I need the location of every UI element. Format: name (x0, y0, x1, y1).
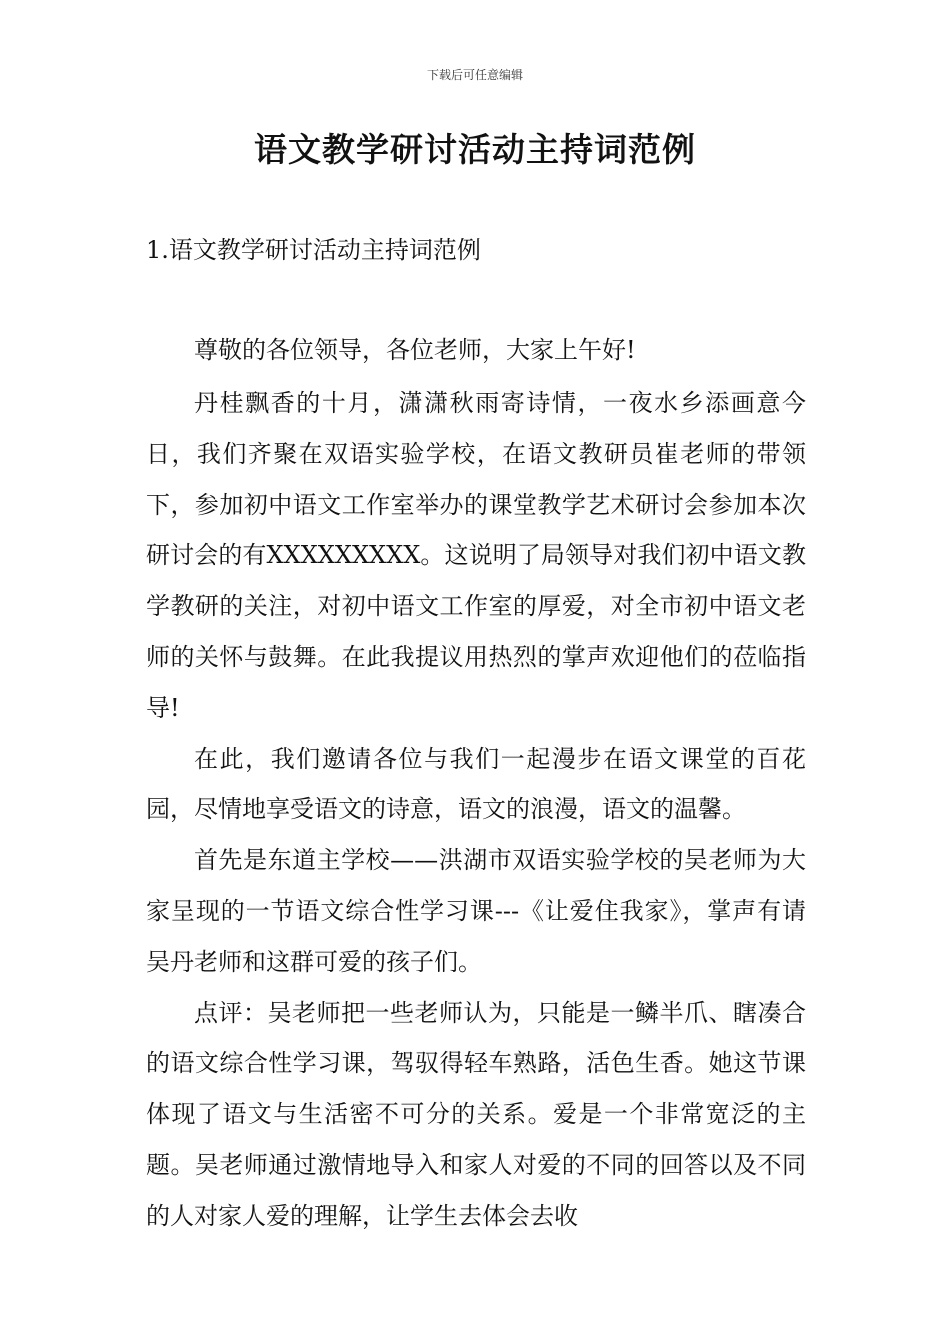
paragraph-comment: 点评：吴老师把一些老师认为，只能是一鳞半爪、瞎凑合的语文综合性学习课，驾驭得轻车熟路，活色生香。她这节课体现了语文与生活密不可分的关系。爱是一个非常宽泛的主题。吴老师通过激情地导入和家人对爱的不同的回答以及不同的人对家人爱的理解，让学生去体会去收 (146, 998, 806, 1230)
paragraph-opening: 丹桂飘香的十月，潇潇秋雨寄诗情，一夜水乡添画意今日，我们齐聚在双语实验学校，在语文教研员崔老师的带领下，参加初中语文工作室举办的课堂教学艺术研讨会参加本次研讨会的有XXXXXXXXX。这说明了局领导对我们初中语文教学教研的关注，对初中语文工作室的厚爱，对全市初中语文老师的关怀与鼓舞。在此我提议用热烈的掌声欢迎他们的莅临指导! (146, 389, 806, 722)
paragraph-greeting: 尊敬的各位领导，各位老师，大家上午好! (194, 336, 636, 364)
header-note: 下载后可任意编辑 (426, 68, 523, 82)
paragraph-invitation: 在此，我们邀请各位与我们一起漫步在语文课堂的百花园，尽情地享受语文的诗意，语文的浪漫，语文的温馨。 (146, 744, 806, 824)
document-body (146, 328, 806, 1242)
paragraph-first-lesson: 首先是东道主学校——洪湖市双语实验学校的吴老师为大家呈现的一节语文综合性学习课---《让爱住我家》，掌声有请吴丹老师和这群可爱的孩子们。 (146, 846, 806, 976)
section-heading: 1.语文教学研讨活动主持词范例 (146, 236, 481, 264)
document-title: 语文教学研讨活动主持词范例 (254, 130, 696, 169)
